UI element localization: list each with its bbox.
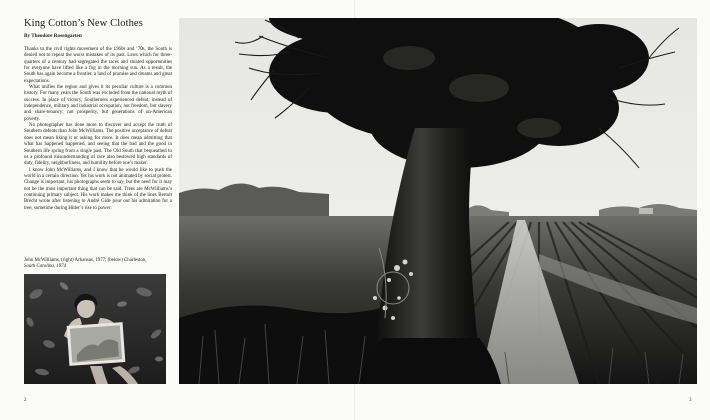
photo-caption xyxy=(24,258,166,270)
charleston-photo xyxy=(24,274,166,384)
article-byline: By Theodore Rosengarten xyxy=(24,33,82,39)
paragraph-2: What unifies the region and gives it its peculiar culture is a common history. For many years the South was excluded from the national myth of success. In place of victory, Southerners experienced defeat; instead of independence, military and industrial occupation; not freedom, but slavery and share-tenancy; not prosperity, but generations of un-American poverty. xyxy=(24,85,172,122)
charleston-photo-graphic xyxy=(24,274,166,384)
folio-left: 2 xyxy=(24,398,27,403)
article-body xyxy=(24,47,172,212)
caption-text: John McWilliams, (right) Arkansas, 1977; (below) Charleston, xyxy=(24,258,147,263)
paragraph-4: I know John McWilliams, and I know that he would like to push the world in a certain direction. Yet his work is not animated by social protest. Change is important, his photographs seem to say, but the need for it may not be the most important thing that can be said. Trees are McWilliams’s continuing primary subject. His work makes me think of the lines Bertolt Brecht wrote after listening to André Gide pour out his admiration for a tree, sometime during Hitler’s rise to power: xyxy=(24,167,172,211)
folio-right: 3 xyxy=(689,398,692,403)
arkansas-photo xyxy=(179,18,697,384)
article-title: King Cotton’s New Clothes xyxy=(24,18,143,29)
paragraph-3: No photographer has done more to discover and accept the truth of Southern defeats than John McWilliams. The positive acceptance of defeat does not mean liking it or asking for more. It does mean admitting that what has happened happened, and seeing that the bad and the good in Southern life spring from a single past. The Old South that bequeathed to us a profound misunderstanding of race also bestowed high standards of duty, fidelity, neighborliness, and humility before one’s maker. xyxy=(24,123,172,167)
caption-place: South Carolina, 1974 xyxy=(24,264,67,269)
paragraph-1: Thanks to the civil rights movement of the 1960s and ’70s, the South is denied not to repeat the worst mistakes of its past. Laws which for three-quarters of a century had segregated the races and stunted opportunities for everyone have lifted like a fog in the morning sun. As a result, the South has again become a frontier, a land of promise and dreams and great expectations. xyxy=(24,47,172,84)
arkansas-photo-graphic xyxy=(179,18,697,384)
